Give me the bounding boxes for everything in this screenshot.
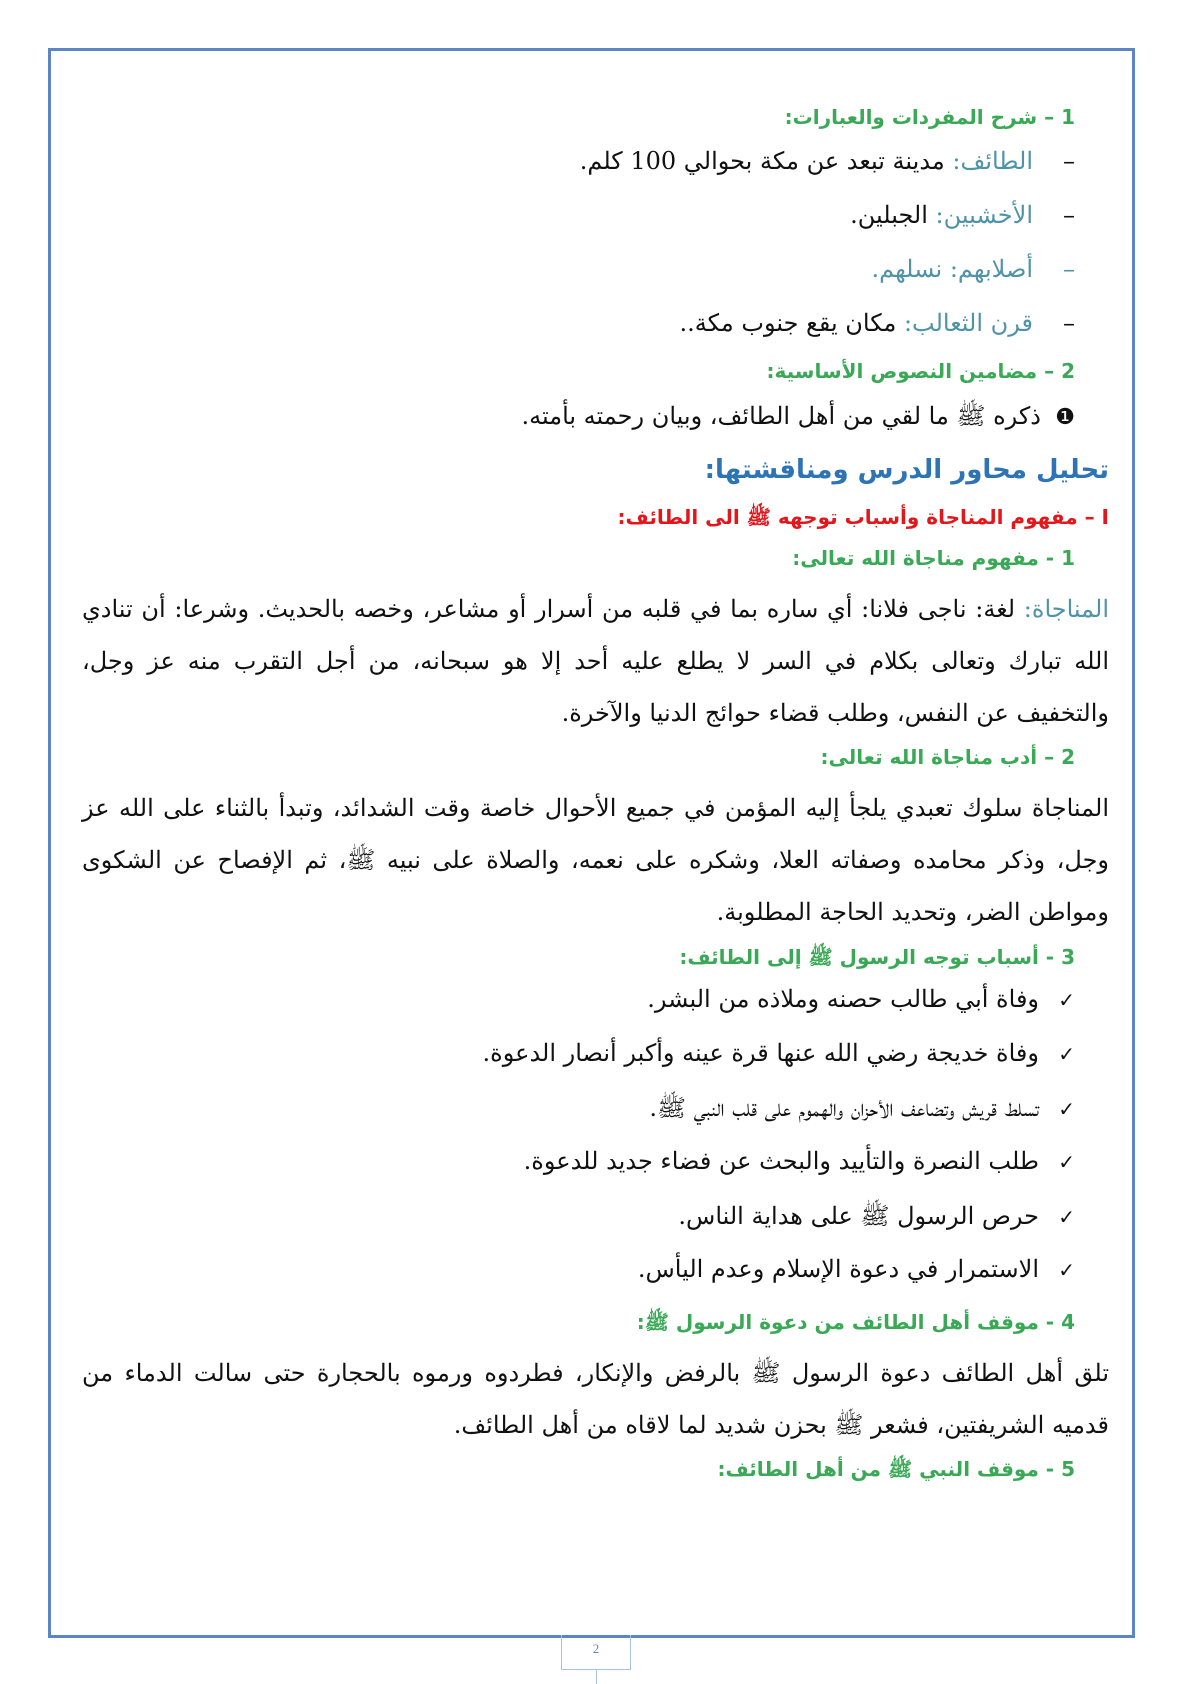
reason-item: ✓الاستمرار في دعوة الإسلام وعدم اليأس. — [637, 1255, 1075, 1283]
vocab-item: –أصلابهم: نسلهم. — [871, 255, 1075, 283]
heading-reasons: 3 - أسباب توجه الرسول ﷺ إلى الطائف: — [679, 945, 1075, 969]
vocab-def: مدينة تبعد عن مكة بحوالي 100 كلم. — [579, 147, 953, 175]
reason-item: ✓وفاة أبي طالب حصنه وملاذه من البشر. — [647, 985, 1075, 1013]
vocab-item: –الطائف: مدينة تبعد عن مكة بحوالي 100 كلم. — [579, 147, 1075, 175]
heading-core-texts: 2 – مضامين النصوص الأساسية: — [766, 359, 1075, 383]
heading-analysis: تحليل محاور الدرس ومناقشتها: — [704, 455, 1109, 485]
heading-vocabulary: 1 – شرح المفردات والعبارات: — [784, 105, 1075, 129]
page-number: 2 — [561, 1635, 631, 1670]
vocab-item: –الأخشبين: الجبلين. — [850, 201, 1075, 229]
numbered-bullet-icon: ❶ — [1055, 405, 1075, 430]
vocab-def: الجبلين. — [850, 201, 936, 229]
check-icon: ✓ — [1058, 1042, 1075, 1066]
reason-item: ✓تسلط قريش وتضاعف الأحزان والهموم على قلب النبي ﷺ. — [649, 1094, 1075, 1122]
heading-prophet-stance: 5 - موقف النبي ﷺ من أهل الطائف: — [717, 1457, 1075, 1481]
reason-item: ✓وفاة خديجة رضي الله عنها قرة عينه وأكبر أنصار الدعوة. — [482, 1039, 1075, 1067]
vocab-item: –قرن الثعالب: مكان يقع جنوب مكة.. — [679, 309, 1075, 337]
vocab-term: قرن الثعالب: — [903, 309, 1033, 337]
concept-term: المناجاة: — [1023, 595, 1109, 623]
heading-taif-stance: 4 - موقف أهل الطائف من دعوة الرسول ﷺ: — [636, 1310, 1075, 1334]
heading-etiquette: 2 – أدب مناجاة الله تعالى: — [820, 745, 1075, 769]
reason-item: ✓طلب النصرة والتأييد والبحث عن فضاء جديد للدعوة. — [523, 1147, 1075, 1175]
vocab-term: الأخشبين: — [935, 201, 1033, 229]
check-icon: ✓ — [1058, 1150, 1075, 1174]
paragraph-concept: المناجاة: لغة: ناجى فلانا: أي ساره بما في قلبه من أسرار أو مشاعر، وخصه بالحديث. وشرعا: أن تنادي الله تبارك وتعالى بكلام في السر لا يطلع عليه أحد إلا هو سبحانه، من أجل التقرب منه عز وجل، والتخفيف عن النفس، وطلب قضاء حوائج الدنيا والآخرة. — [82, 595, 1110, 727]
paragraph-taif-stance: تلق أهل الطائف دعوة الرسول ﷺ بالرفض والإنكار، فطردوه ورموه بالحجارة حتى سالت الدماء من قدميه الشريفتين، فشعر ﷺ بحزن شديد لما لاقاه من أهل الطائف. — [82, 1359, 1109, 1439]
vocab-def: مكان يقع جنوب مكة.. — [679, 309, 904, 337]
vocab-term: الطائف: — [952, 147, 1033, 175]
check-icon: ✓ — [1058, 1258, 1075, 1282]
check-icon: ✓ — [1058, 1097, 1075, 1121]
paragraph-etiquette: المناجاة سلوك تعبدي يلجأ إليه المؤمن في جميع الأحوال خاصة وقت الشدائد، وتبدأ بالثناء على الله عز وجل، وذكر محامده وصفاته العلا، وشكره على نعمه، والصلاة على نبيه ﷺ، ثم الإفصاح عن الشكوى ومواطن الضر، وتحديد الحاجة المطلوبة. — [82, 794, 1109, 926]
heading-concept: 1 - مفهوم مناجاة الله تعالى: — [792, 546, 1075, 570]
reason-item: ✓حرص الرسول ﷺ على هداية الناس. — [678, 1202, 1075, 1230]
vocab-term: أصلابهم: نسلهم. — [871, 255, 1033, 283]
heading-part-one: I – مفهوم المناجاة وأسباب توجهه ﷺ الى الطائف: — [617, 505, 1109, 529]
check-icon: ✓ — [1058, 1205, 1075, 1229]
check-icon: ✓ — [1058, 988, 1075, 1012]
page-number-connector — [596, 1670, 597, 1684]
core-text-item: ❶ذكره ﷺ ما لقي من أهل الطائف، وبيان رحمته بأمته. — [521, 402, 1075, 430]
